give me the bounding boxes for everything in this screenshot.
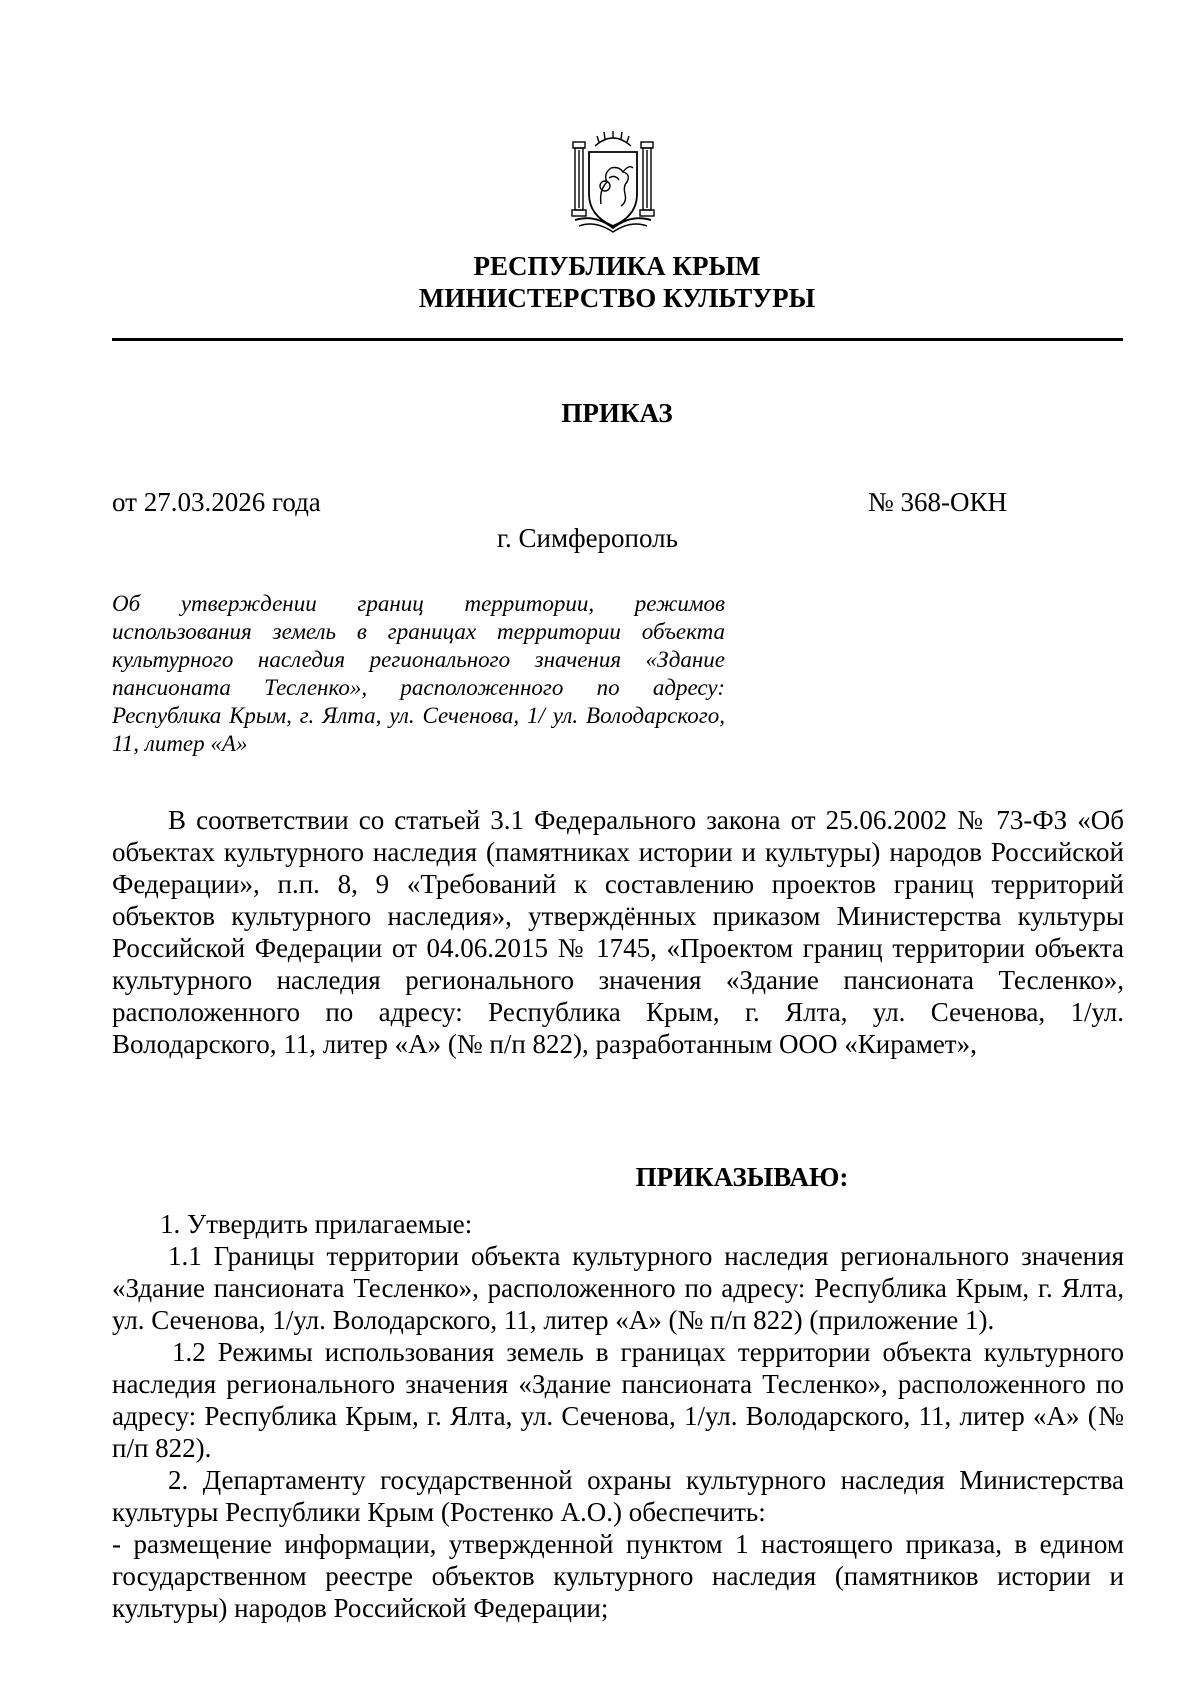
order-heading: ПРИКАЗЫВАЮ: bbox=[635, 1162, 849, 1192]
coat-of-arms-icon bbox=[565, 128, 661, 234]
document-subject: Об утверждении границ территории, режимов использования земель в границах территории объекта культурного наследия регионального значения «Здание пансионата Тесленко», расположенного по адресу: Республика Крым, г. Ялта, ул. Сеченова, 1/ ул. Володарского, 11, литер «А» bbox=[112, 591, 725, 756]
header-divider bbox=[112, 338, 1123, 341]
preamble-paragraph: В соответствии со статьей 3.1 Федерального закона от 25.06.2002 № 73-ФЗ «Об объектах культурного наследия (памятниках истории и культуры) народов Российской Федерации», п.п. 8, 9 «Требований к составлению проектов границ территорий объектов культурного наследия», утверждённых приказом Министерства культуры Российской Федерации от 04.06.2015 № 1745, «Проектом границ территории объекта культурного наследия регионального значения «Здание пансионата Тесленко», расположенного по адресу: Республика Крым, г. Ялта, ул. Сеченова, 1/ул. Володарского, 11, литер «А» (№ п/п 822), разработанным ООО «Кирамет», bbox=[112, 805, 1124, 1059]
ministry-title: МИНИСТЕРСТВО КУЛЬТУРЫ bbox=[418, 283, 816, 313]
document-number: № 368-ОКН bbox=[868, 487, 1008, 517]
document-date: от 27.03.2026 года bbox=[112, 487, 321, 517]
document-title: ПРИКАЗ bbox=[561, 398, 673, 428]
item-2-dash: - размещение информации, утвержденной пунктом 1 настоящего приказа, в едином государственном реестре объектов культурного наследия (памятников истории и культуры) народов Российской Федерации; bbox=[112, 1529, 1124, 1623]
preamble-block bbox=[112, 804, 1124, 1060]
item-2: 2. Департаменту государственной охраны культурного наследия Министерства культуры Республики Крым (Ростенко А.О.) обеспечить: bbox=[112, 1465, 1124, 1527]
item-1-2: 1.2 Режимы использования земель в границах территории объекта культурного наследия регионального значения «Здание пансионата Тесленко», расположенного по адресу: Республика Крым, г. Ялта, ул. Сеченова, 1/ул. Володарского, 11, литер «А» (№ п/п 822). bbox=[112, 1337, 1124, 1463]
order-items bbox=[112, 1208, 1124, 1624]
item-1: 1. Утвердить прилагаемые: bbox=[160, 1209, 473, 1239]
republic-title: РЕСПУБЛИКА КРЫМ bbox=[473, 251, 761, 281]
document-city: г. Симферополь bbox=[497, 523, 678, 553]
item-1-1: 1.1 Границы территории объекта культурного наследия регионального значения «Здание пансионата Тесленко», расположенного по адресу: Республика Крым, г. Ялта, ул. Сеченова, 1/ул. Володарского, 11, литер «А» (№ п/п 822) (приложение 1). bbox=[112, 1241, 1124, 1335]
